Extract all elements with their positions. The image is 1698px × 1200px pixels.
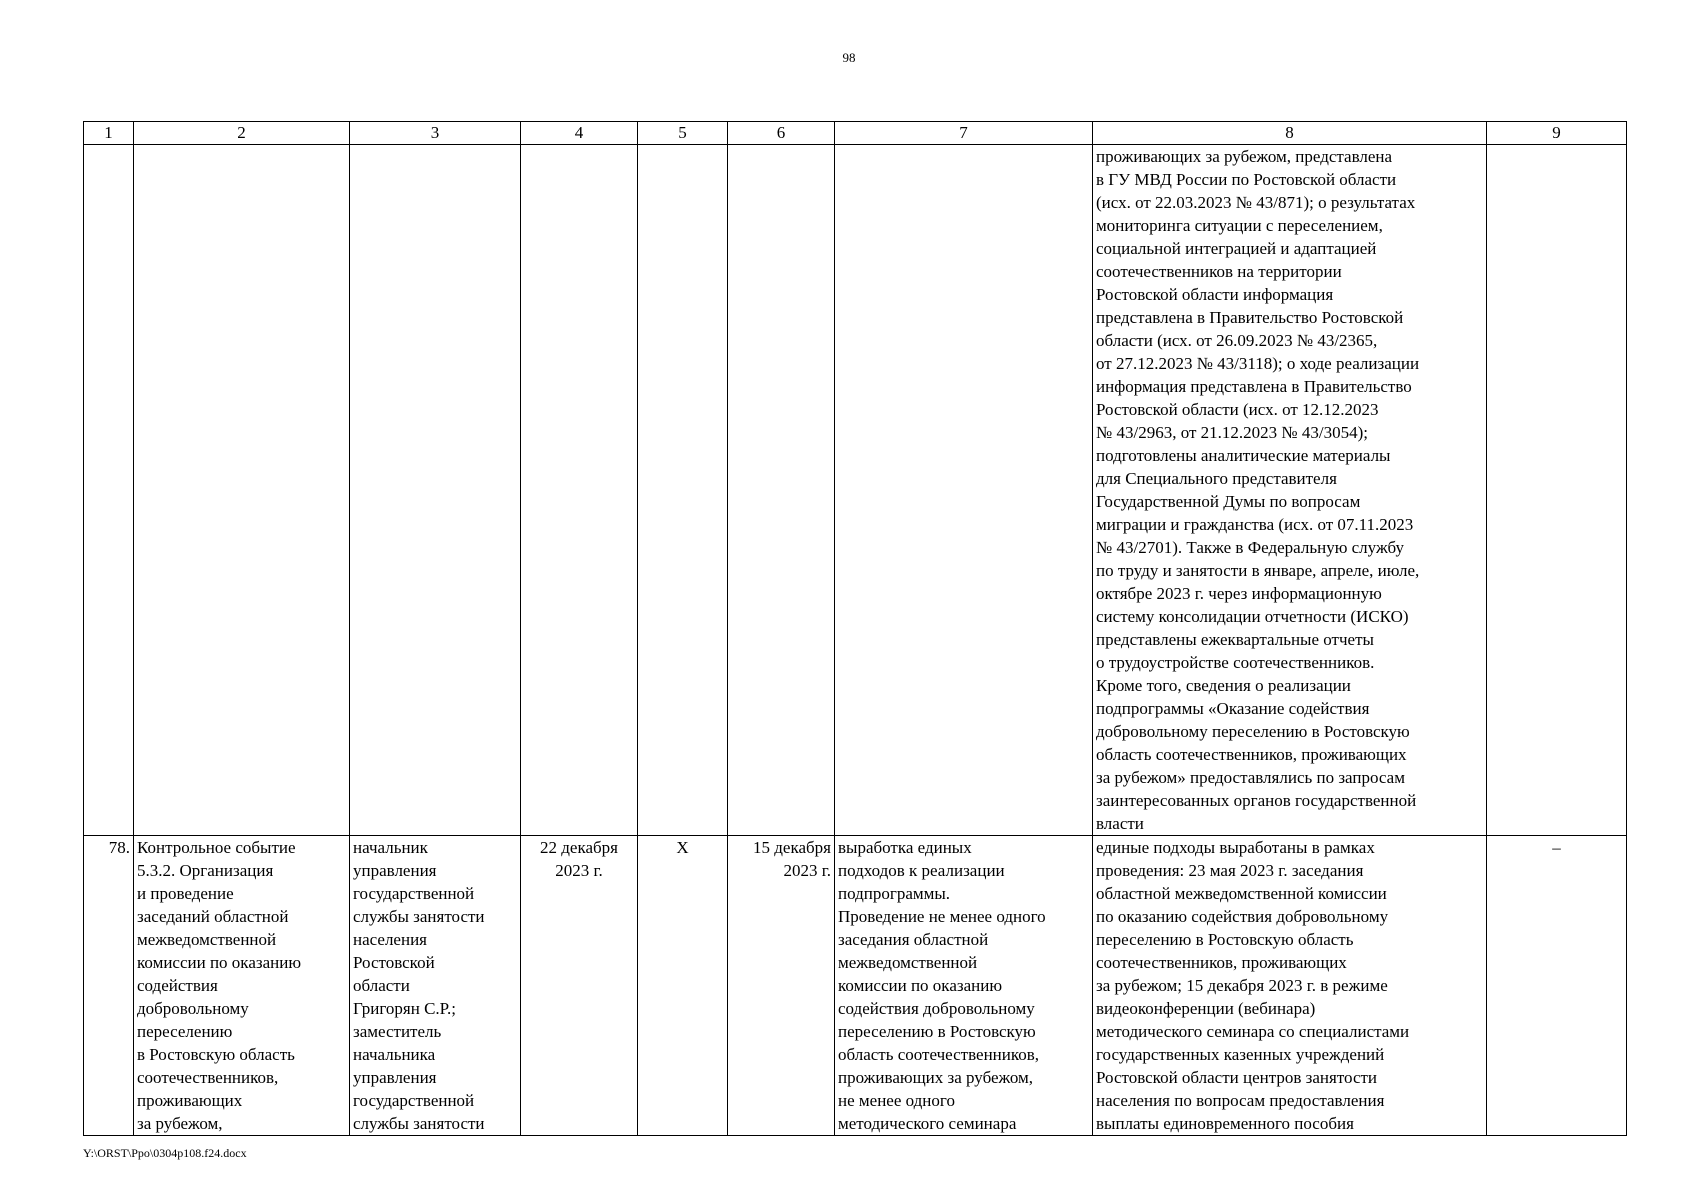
text-line: систему консолидации отчетности (ИСКО) (1096, 607, 1409, 626)
header-col-1: 1 (84, 122, 134, 145)
text-line: по оказанию содействия добровольному (1096, 907, 1389, 926)
text-line: государственной (353, 1091, 475, 1110)
text-line: видеоконференции (вебинара) (1096, 999, 1316, 1018)
cell-col5: X (638, 836, 728, 1136)
cell-actual-date (728, 836, 835, 1136)
text-line: добровольному переселению в Ростовскую (1096, 722, 1410, 741)
header-col-6: 6 (728, 122, 835, 145)
cell-actual-result (1093, 836, 1487, 1136)
text-line: управления (353, 861, 437, 880)
text-line: заседаний областной (137, 907, 289, 926)
text-line: за рубежом; 15 декабря 2023 г. в режиме (1096, 976, 1388, 995)
text-line: 15 декабря (753, 838, 831, 857)
text-line: представлены ежеквартальные отчеты (1096, 630, 1374, 649)
text-line: межведомственной (137, 930, 277, 949)
text-line: № 43/2963, от 21.12.2023 № 43/3054); (1096, 423, 1368, 442)
text-line: добровольному (137, 999, 249, 1018)
row-number: 78. (84, 836, 134, 1136)
text-line: содействия (137, 976, 218, 995)
text-line: и проведение (137, 884, 234, 903)
text-line: населения по вопросам предоставления (1096, 1091, 1385, 1110)
text-line: области (353, 976, 410, 995)
text-line: соотечественников, проживающих (1096, 953, 1347, 972)
text-line: за рубежом» предоставлялись по запросам (1096, 768, 1405, 787)
text-line: начальник (353, 838, 428, 857)
header-col-8: 8 (1093, 122, 1487, 145)
table-row-continuation (84, 145, 1627, 836)
text-line: управления (353, 1068, 437, 1087)
text-line: заинтересованных органов государственной (1096, 791, 1417, 810)
text-line: Ростовской области (исх. от 12.12.2023 (1096, 400, 1379, 419)
text-line: переселению в Ростовскую (838, 1022, 1036, 1041)
header-col-2: 2 (134, 122, 350, 145)
text-line: в Ростовскую область (137, 1045, 295, 1064)
text-line: области (исх. от 26.09.2023 № 43/2365, (1096, 331, 1378, 350)
text-line: населения (353, 930, 427, 949)
cell-empty (1487, 145, 1627, 836)
header-col-9: 9 (1487, 122, 1627, 145)
table-row-78 (84, 836, 1627, 1136)
text-line: мониторинга ситуации с переселением, (1096, 216, 1383, 235)
text-line: Ростовской области информация (1096, 285, 1334, 304)
header-col-5: 5 (638, 122, 728, 145)
text-line: область соотечественников, проживающих (1096, 745, 1407, 764)
text-line: не менее одного (838, 1091, 955, 1110)
text-line: заместитель (353, 1022, 442, 1041)
text-line: Проведение не менее одного (838, 907, 1046, 926)
cell-event-name (134, 836, 350, 1136)
file-path: Y:\ORST\Ppo\0304p108.f24.docx (83, 1146, 247, 1160)
text-line: методического семинара (838, 1114, 1017, 1133)
text-line: октябре 2023 г. через информационную (1096, 584, 1382, 603)
text-line: соотечественников на территории (1096, 262, 1342, 281)
text-line: переселению в Ростовскую область (1096, 930, 1354, 949)
text-line: проведения: 23 мая 2023 г. заседания (1096, 861, 1364, 880)
text-line: Ростовской (353, 953, 435, 972)
text-line: проживающих за рубежом, представлена (1096, 147, 1393, 166)
text-line: комиссии по оказанию (137, 953, 302, 972)
text-line: межведомственной (838, 953, 978, 972)
cell-empty (134, 145, 350, 836)
cell-responsible (350, 836, 521, 1136)
text-line: Контрольное событие (137, 838, 296, 857)
text-line: (исх. от 22.03.2023 № 43/871); о результатах (1096, 193, 1416, 212)
cell-empty (835, 145, 1093, 836)
text-line: областной межведомственной комиссии (1096, 884, 1387, 903)
text-line: комиссии по оказанию (838, 976, 1003, 995)
text-line: начальника (353, 1045, 436, 1064)
page-number: 98 (842, 50, 856, 65)
text-line: подпрограммы. (838, 884, 951, 903)
text-line: информация представлена в Правительство (1096, 377, 1412, 396)
cell-empty (84, 145, 134, 836)
text-line: за рубежом, (137, 1114, 223, 1133)
text-line: содействия добровольному (838, 999, 1035, 1018)
text-line: представлена в Правительство Ростовской (1096, 308, 1404, 327)
text-line: выработка единых (838, 838, 972, 857)
text-line: переселению (137, 1022, 233, 1041)
report-table (83, 121, 1627, 1136)
text-line: 22 декабря (540, 838, 618, 857)
text-line: Кроме того, сведения о реализации (1096, 676, 1351, 695)
header-col-3: 3 (350, 122, 521, 145)
cell-empty (521, 145, 638, 836)
text-line: подпрограммы «Оказание содействия (1096, 699, 1370, 718)
cell-empty (350, 145, 521, 836)
text-line: методического семинара со специалистами (1096, 1022, 1410, 1041)
text-line: проживающих за рубежом, (838, 1068, 1034, 1087)
text-line: Григорян С.Р.; (353, 999, 456, 1018)
cell-result-continuation (1093, 145, 1487, 836)
text-line: выплаты единовременного пособия (1096, 1114, 1354, 1133)
text-line: подходов к реализации (838, 861, 1005, 880)
text-line: для Специального представителя (1096, 469, 1337, 488)
text-line: проживающих (137, 1091, 243, 1110)
header-row (84, 122, 1627, 145)
text-line: единые подходы выработаны в рамках (1096, 838, 1375, 857)
text-line: 2023 г. (555, 861, 603, 880)
text-line: государственной (353, 884, 475, 903)
text-line: социальной интеграцией и адаптацией (1096, 239, 1377, 258)
text-line: власти (1096, 814, 1144, 833)
text-line: Ростовской области центров занятости (1096, 1068, 1378, 1087)
text-line: по труду и занятости в январе, апреле, июле, (1096, 561, 1420, 580)
text-line: № 43/2701). Также в Федеральную службу (1096, 538, 1404, 557)
text-line: службы занятости (353, 1114, 485, 1133)
text-line: государственных казенных учреждений (1096, 1045, 1385, 1064)
text-line: миграции и гражданства (исх. от 07.11.2023 (1096, 515, 1414, 534)
cell-empty (728, 145, 835, 836)
text-line: Государственной Думы по вопросам (1096, 492, 1361, 511)
cell-col9: – (1487, 836, 1627, 1136)
header-col-7: 7 (835, 122, 1093, 145)
text-line: 2023 г. (783, 861, 831, 880)
text-line: подготовлены аналитические материалы (1096, 446, 1391, 465)
text-line: область соотечественников, (838, 1045, 1040, 1064)
cell-plan-date (521, 836, 638, 1136)
header-col-4: 4 (521, 122, 638, 145)
text-line: о трудоустройстве соотечественников. (1096, 653, 1375, 672)
text-line: от 27.12.2023 № 43/3118); о ходе реализации (1096, 354, 1420, 373)
text-line: 5.3.2. Организация (137, 861, 274, 880)
text-line: соотечественников, (137, 1068, 279, 1087)
cell-empty (638, 145, 728, 836)
text-line: заседания областной (838, 930, 989, 949)
text-line: службы занятости (353, 907, 485, 926)
text-line: в ГУ МВД России по Ростовской области (1096, 170, 1397, 189)
cell-expected-result (835, 836, 1093, 1136)
